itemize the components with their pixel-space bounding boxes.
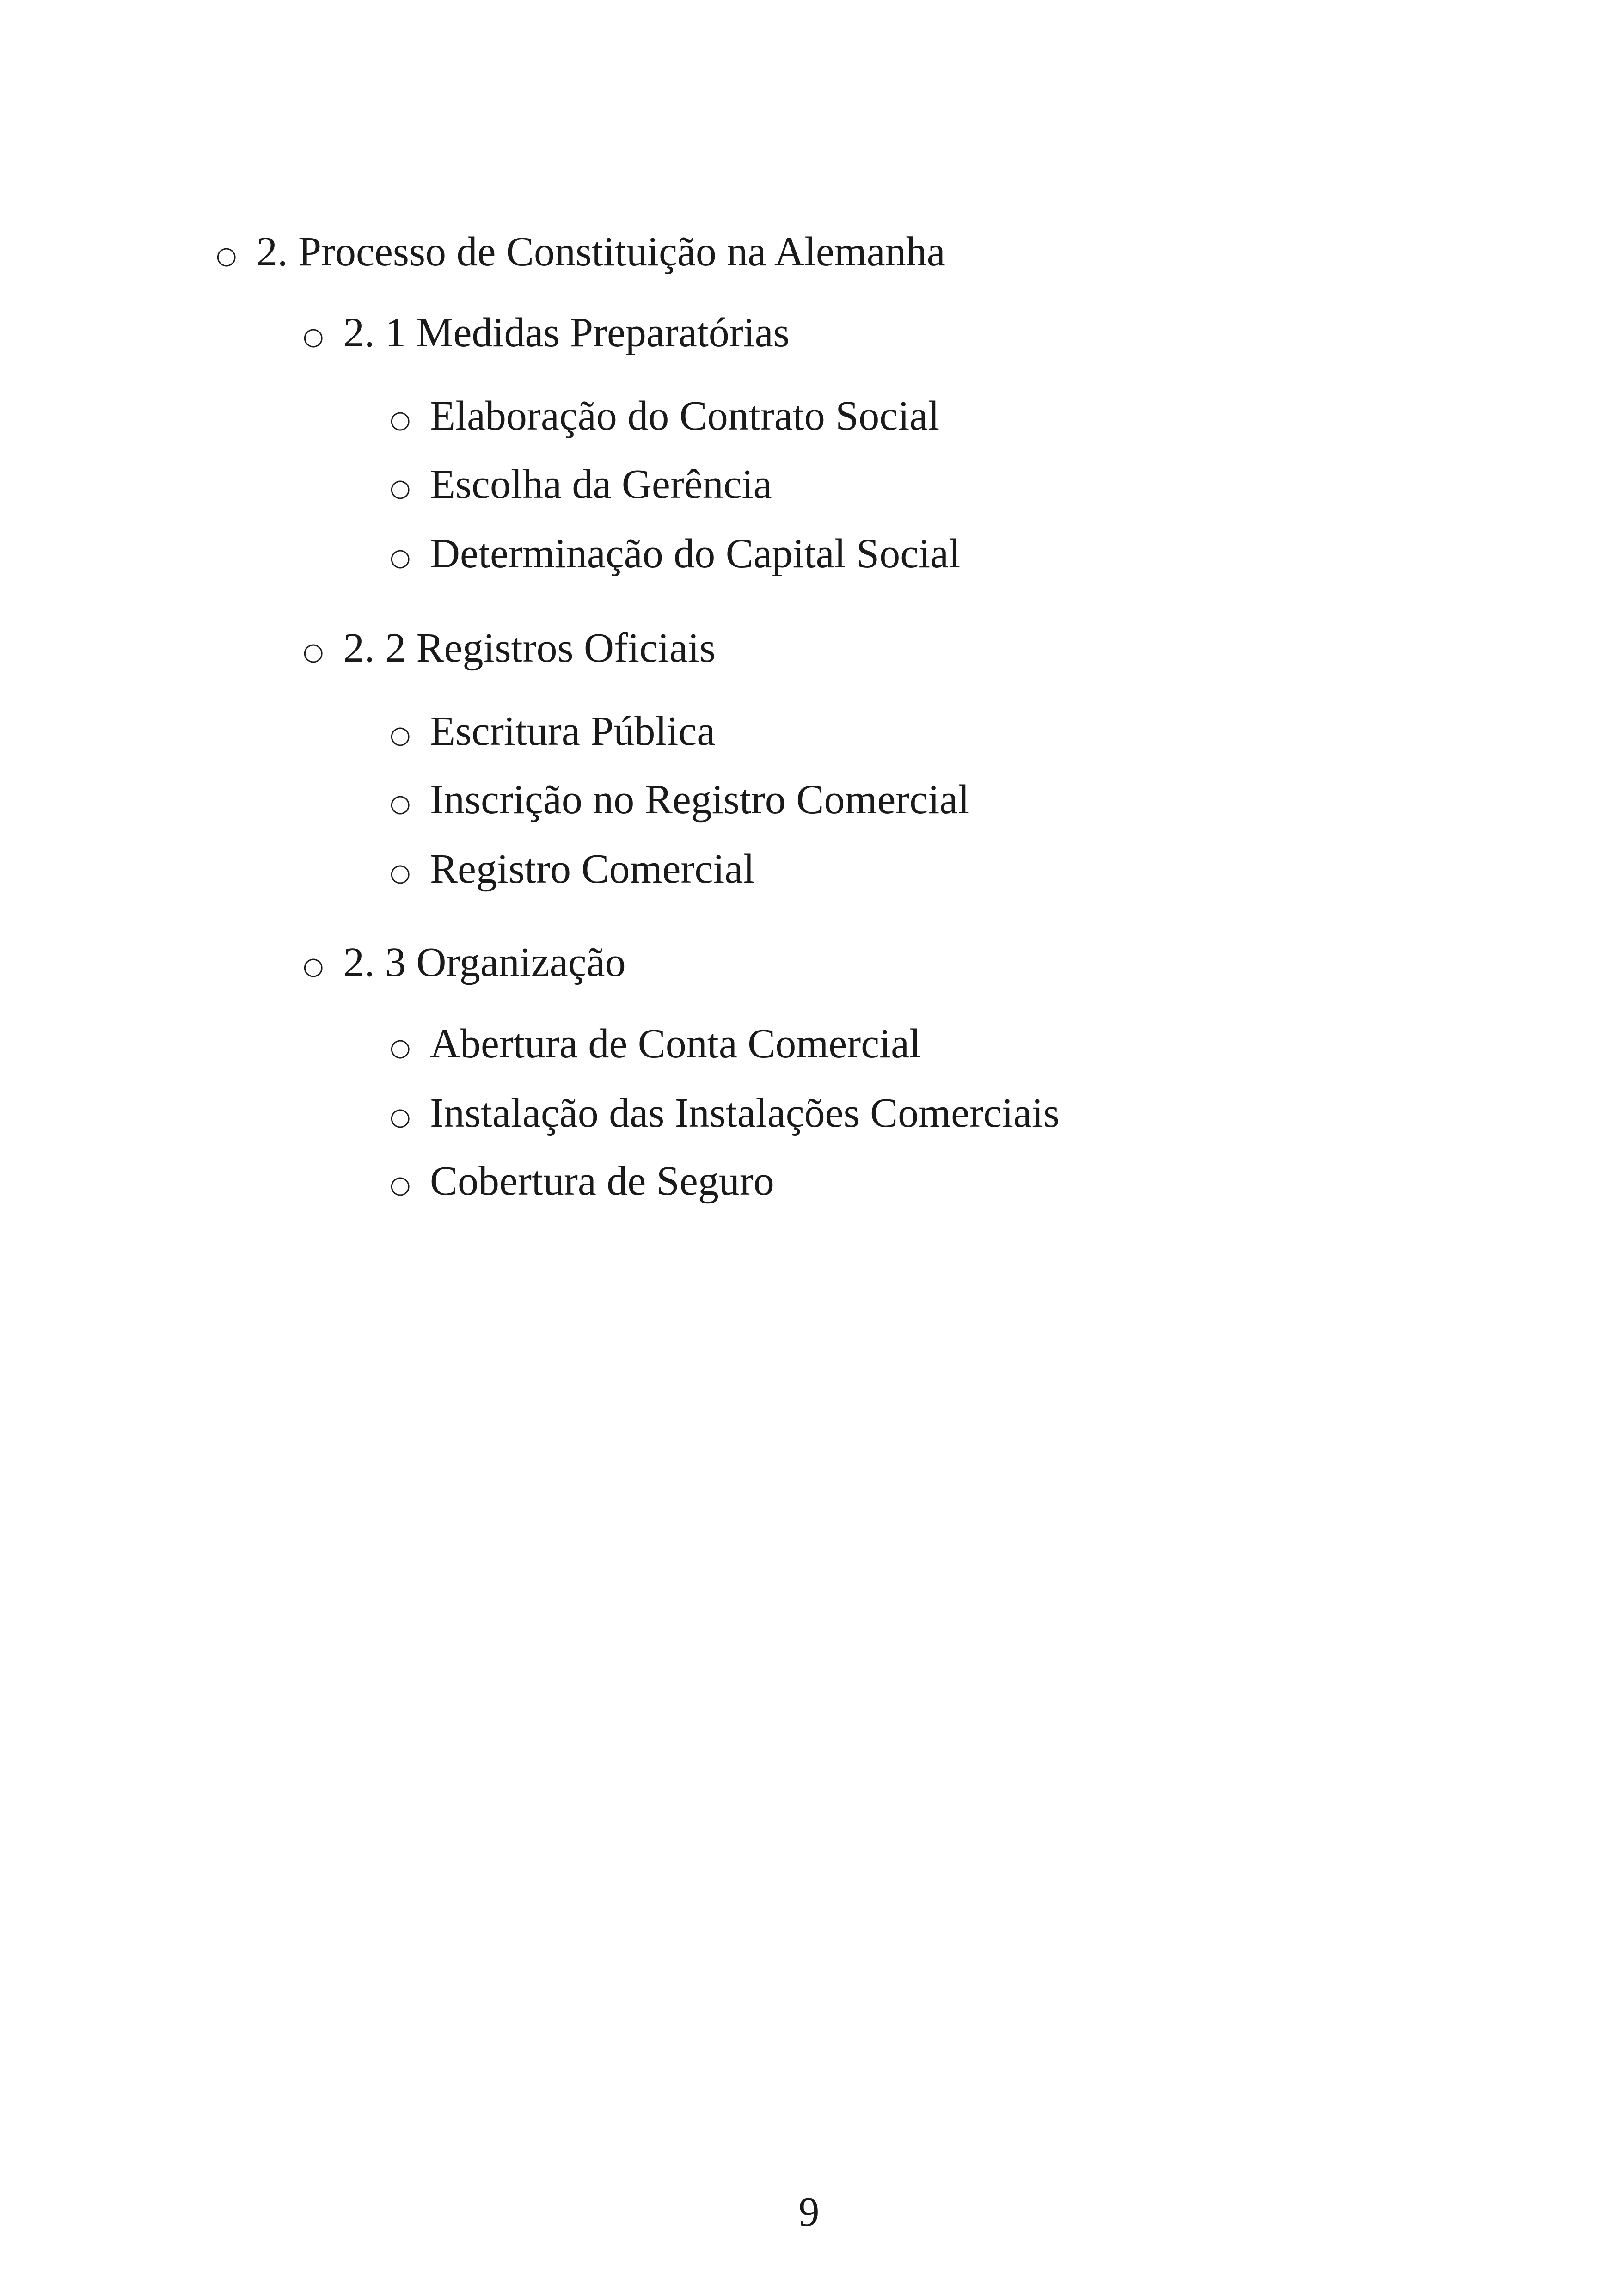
bullet-icon: ○ [303, 323, 324, 350]
list-item: Registro Comercial [430, 846, 755, 892]
list-item: Escolha da Gerência [430, 461, 772, 507]
bullet-icon: ○ [390, 1171, 411, 1199]
bullet-icon: ○ [390, 1034, 411, 1062]
list-item: Instalação das Instalações Comerciais [430, 1090, 1060, 1136]
list-item: Inscrição no Registro Comercial [430, 777, 970, 823]
bullet-icon: ○ [216, 242, 237, 270]
list-item: Determinação do Capital Social [430, 531, 961, 577]
list-item: Cobertura de Seguro [430, 1158, 774, 1204]
list-item: Escritura Pública [430, 708, 716, 754]
page-number: 9 [798, 2189, 820, 2235]
subsection-heading: 2. 1 Medidas Preparatórias [343, 310, 790, 356]
bullet-icon: ○ [390, 790, 411, 817]
bullet-icon: ○ [303, 952, 324, 980]
section-heading: 2. Processo de Constituição na Alemanha [257, 229, 945, 275]
list-item: Elaboração do Contrato Social [430, 393, 940, 439]
subsection-heading: 2. 2 Registros Oficiais [343, 625, 716, 671]
list-item: Abertura de Conta Comercial [430, 1021, 921, 1067]
bullet-icon: ○ [390, 406, 411, 434]
bullet-icon: ○ [390, 721, 411, 749]
subsection-heading: 2. 3 Organização [343, 939, 626, 985]
bullet-icon: ○ [303, 638, 324, 666]
bullet-icon: ○ [390, 544, 411, 571]
bullet-icon: ○ [390, 859, 411, 887]
bullet-icon: ○ [390, 474, 411, 502]
bullet-icon: ○ [390, 1103, 411, 1131]
